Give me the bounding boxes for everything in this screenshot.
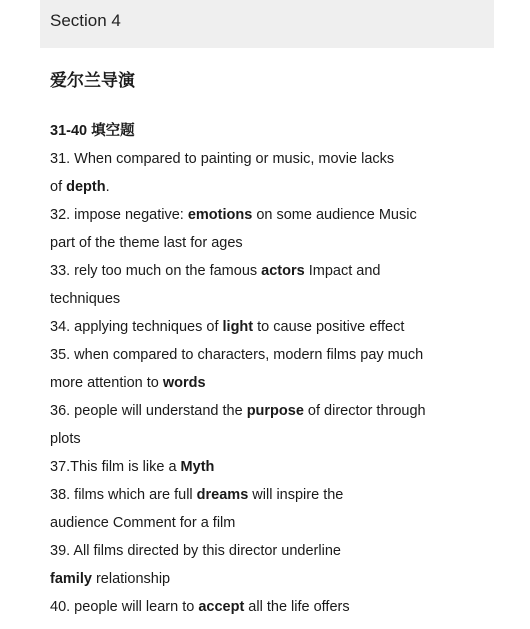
answer-item xyxy=(50,453,500,481)
answer-line xyxy=(50,313,500,341)
answer-item xyxy=(50,537,500,593)
answer-keyword: Myth xyxy=(180,459,215,475)
section-label: Section 4 xyxy=(50,11,121,30)
question-range-heading: 31-40 填空题 xyxy=(50,123,135,139)
answer-text: 39. All films directed by this director underline xyxy=(50,543,341,559)
answer-line xyxy=(50,201,500,229)
answer-list xyxy=(50,145,500,621)
answer-item xyxy=(50,341,500,397)
document-body xyxy=(50,66,500,621)
answer-keyword: words xyxy=(162,375,206,391)
answer-text: all the life offers xyxy=(244,599,350,615)
answer-text: 40. people will learn to xyxy=(50,599,199,615)
answer-text: plots xyxy=(50,431,81,447)
answer-line xyxy=(50,145,500,173)
answer-text: to cause positive effect xyxy=(253,319,405,335)
answer-text: . xyxy=(105,179,110,195)
answer-line xyxy=(50,537,500,565)
answer-line xyxy=(50,173,500,201)
answer-keyword: emotions xyxy=(187,207,253,223)
answer-keyword: dreams xyxy=(196,487,249,503)
answer-text: on some audience Music xyxy=(252,207,417,223)
answer-line xyxy=(50,369,500,397)
answer-text: 33. rely too much on the famous xyxy=(50,263,262,279)
answer-text: part of the theme last for ages xyxy=(50,235,243,251)
answer-keyword: actors xyxy=(261,263,305,279)
section-header xyxy=(40,0,494,48)
answer-text: 36. people will understand the xyxy=(50,403,247,419)
answer-text: 35. when compared to characters, modern films pay much xyxy=(50,347,424,363)
answer-item xyxy=(50,397,500,453)
page-title: 爱尔兰导演 xyxy=(50,71,135,90)
answer-line xyxy=(50,341,500,369)
answer-item xyxy=(50,593,500,621)
answer-text: of xyxy=(50,179,67,195)
answer-text: Impact and xyxy=(304,263,381,279)
answer-line xyxy=(50,229,500,257)
answer-line xyxy=(50,425,500,453)
answer-keyword: family xyxy=(50,571,92,587)
answer-text: 31. When compared to painting or music, movie lacks xyxy=(50,151,395,167)
answer-line xyxy=(50,593,500,621)
answer-text: 34. applying techniques of xyxy=(50,319,223,335)
answer-item xyxy=(50,201,500,257)
answer-item xyxy=(50,145,500,201)
answer-line xyxy=(50,397,500,425)
answer-line xyxy=(50,257,500,285)
answer-item xyxy=(50,481,500,537)
answer-line xyxy=(50,285,500,313)
answer-line xyxy=(50,481,500,509)
answer-line xyxy=(50,453,500,481)
answer-text: will inspire the xyxy=(248,487,344,503)
answer-keyword: light xyxy=(222,319,254,335)
answer-line xyxy=(50,509,500,537)
answer-text: 37.This film is like a xyxy=(50,459,181,475)
answer-item xyxy=(50,313,500,341)
answer-text: 38. films which are full xyxy=(50,487,197,503)
answer-text: more attention to xyxy=(50,375,163,391)
answer-keyword: accept xyxy=(198,599,245,615)
answer-text: audience Comment for a film xyxy=(50,515,236,531)
answer-item xyxy=(50,257,500,313)
answer-text: of director through xyxy=(303,403,426,419)
answer-text: techniques xyxy=(50,291,121,307)
answer-keyword: purpose xyxy=(246,403,304,419)
answer-text: 32. impose negative: xyxy=(50,207,188,223)
answer-line xyxy=(50,565,500,593)
answer-text: relationship xyxy=(91,571,171,587)
answer-keyword: depth xyxy=(66,179,106,195)
